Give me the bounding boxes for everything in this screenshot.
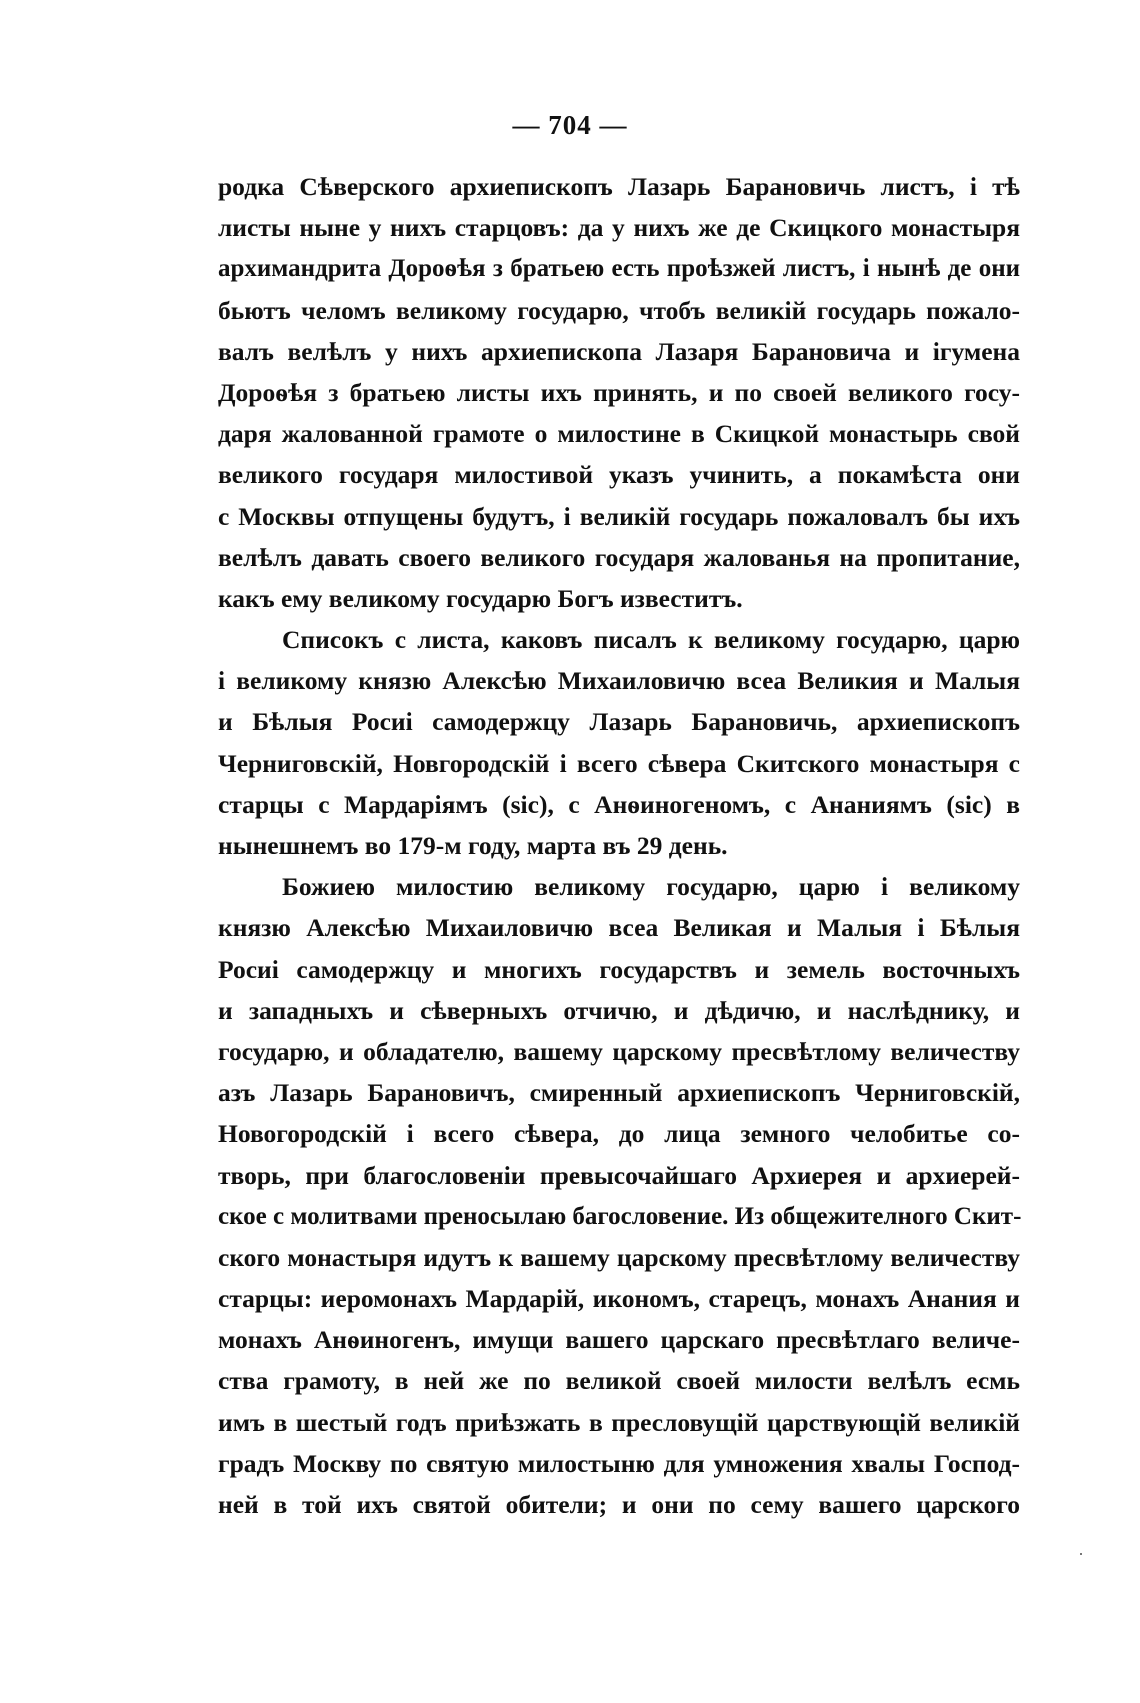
text-line: Росиі самодержцу и многихъ государствъ и земель восточныхъ xyxy=(218,954,1020,984)
text-line: бьютъ челомъ великому государю, чтобъ великій государь пожало- xyxy=(218,295,1020,325)
text-line: листы ныне у нихъ старцовъ: да у нихъ же де Скицкого монастыря xyxy=(218,213,1020,243)
text-line: велѣлъ давать своего великого государя жалованья на пропитание, xyxy=(218,542,1020,572)
text-line: родка Сѣверского архиепископъ Лазарь Барановичь листъ, і тѣ xyxy=(218,172,1020,201)
text-line: Списокъ с листа, каковъ писалъ к великому государю, царю xyxy=(282,625,1020,655)
page-number: — 704 — xyxy=(512,110,628,140)
paragraph-2 xyxy=(218,619,1020,866)
text-line: архимандрита Дороѳѣя з братьею есть проѣзжей листъ, і нынѣ де они xyxy=(218,255,1020,283)
scan-speck xyxy=(1080,1553,1082,1555)
text-line: і великому князю Алексѣю Михаиловичю всеа Великия и Малыя xyxy=(218,666,1020,696)
text-line: Божиею милостию великому государю, царю і великому xyxy=(282,872,1020,902)
text-line: ское с молитвами преносылаю багословение. Из общежителного Скит- xyxy=(218,1202,1022,1230)
text-line: ского монастыря идутъ к вашему царскому пресвѣтлому величеству xyxy=(218,1242,1020,1272)
body-text xyxy=(218,166,1020,1525)
text-line: нынешнемъ во 179-м году, марта въ 29 день. xyxy=(218,831,728,860)
text-line: азъ Лазарь Барановичъ, смиренный архиепископъ Черниговскій, xyxy=(218,1078,1020,1108)
text-line: с Москвы отпущены будутъ, і великій государь пожаловалъ бы ихъ xyxy=(218,501,1020,531)
paragraph-1 xyxy=(218,166,1020,619)
text-line: ней в той ихъ святой обители; и они по сему вашего царского xyxy=(218,1490,1020,1519)
paragraph-3 xyxy=(218,866,1020,1525)
text-line: какъ ему великому государю Богъ известитъ. xyxy=(218,583,743,613)
text-line: государю, и обладателю, вашему царскому пресвѣтлому величеству xyxy=(218,1036,1020,1066)
text-line: князю Алексѣю Михаиловичю всеа Великая и Малыя і Бѣлыя xyxy=(218,913,1020,943)
text-line: имъ в шестый годъ приѣзжать в пресловущій царствующій великій xyxy=(218,1407,1020,1437)
text-line: монахъ Анѳиногенъ, имущи вашего царскаго пресвѣтлаго величе- xyxy=(218,1325,1020,1355)
text-line: даря жалованной грамоте о милостине в Скицкой монастырь свой xyxy=(218,419,1020,449)
text-line: градъ Москву по святую милостыню для умножения хвалы Господ- xyxy=(218,1448,1020,1478)
text-line: и западныхъ и сѣверныхъ отчичю, и дѣдичю, и наслѣднику, и xyxy=(218,995,1020,1025)
text-line: Дороѳѣя з братьею листы ихъ принять, и по своей великого госу- xyxy=(218,377,1020,407)
text-line: старцы: иеромонахъ Мардарій, икономъ, старецъ, монахъ Анания и xyxy=(218,1284,1020,1314)
text-line: Новогородскій і всего сѣвера, до лица земного челобитье со- xyxy=(218,1119,1020,1149)
text-line: и Бѣлыя Росиі самодержцу Лазарь Барановичь, архиепископъ xyxy=(218,707,1020,737)
text-line: валъ велѣлъ у нихъ архиепископа Лазаря Барановича и ігумена xyxy=(218,336,1020,366)
text-line: ства грамоту, в ней же по великой своей милости велѣлъ есмь xyxy=(218,1366,1020,1396)
text-line: великого государя милостивой указъ учинить, а покамѣста они xyxy=(218,460,1020,490)
text-line: Черниговскій, Новгородскій і всего сѣвера Скитского монастыря с xyxy=(218,748,1020,778)
text-line: старцы с Мардаріямъ (sic), с Анѳиногеномъ, с Ананиямъ (sic) в xyxy=(218,789,1020,819)
text-line: творь, при благословеніи превысочайшаго Архиерея и архиерей- xyxy=(218,1160,1020,1190)
